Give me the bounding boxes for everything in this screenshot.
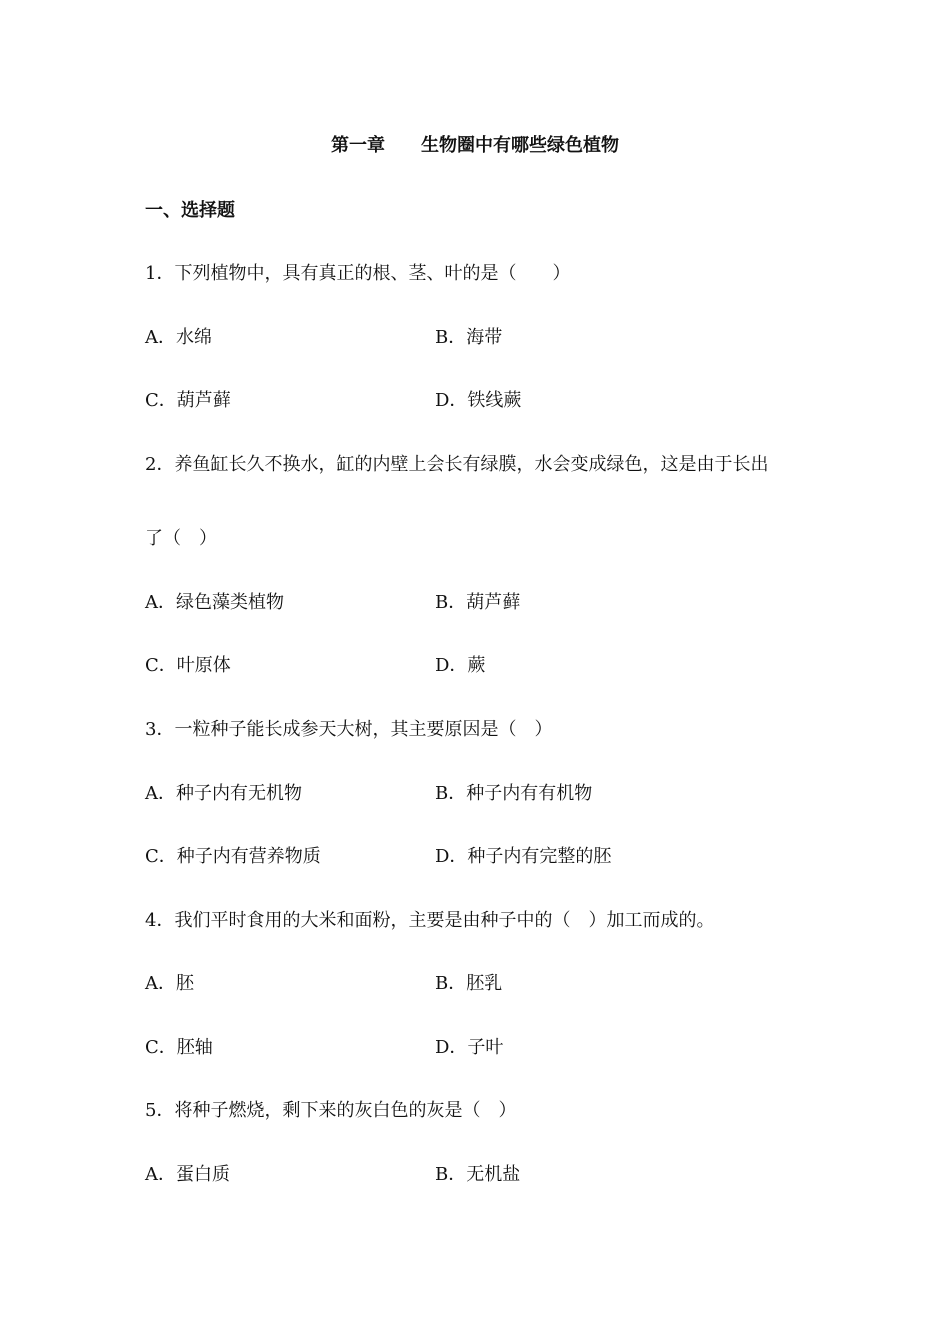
question-text: 将种子燃烧，剩下来的灰白色的灰是（ ）	[174, 1100, 517, 1121]
question-2-stem	[145, 450, 768, 476]
question-3-option-b: B．种子内有有机物	[435, 783, 593, 804]
question-3-stem	[145, 715, 552, 741]
question-2-option-c: C．叶原体	[145, 655, 231, 676]
question-2-option-a: A．绿色藻类植物	[145, 592, 284, 613]
question-5-stem	[145, 1096, 516, 1122]
question-3-option-d: D．种子内有完整的胚	[435, 846, 612, 867]
question-1-option-b: B．海带	[435, 327, 503, 348]
question-3-option-c: C．种子内有营养物质	[145, 846, 321, 867]
question-1-option-a: A．水绵	[145, 327, 212, 348]
question-1-stem	[145, 259, 570, 285]
question-4-option-c: C．胚轴	[145, 1037, 213, 1058]
question-5-option-a: A．蛋白质	[145, 1164, 230, 1185]
question-text: 我们平时食用的大米和面粉，主要是由种子中的（ ）加工而成的。	[174, 910, 715, 931]
question-1-option-c: C．葫芦藓	[145, 390, 231, 411]
question-text: 下列植物中，具有真正的根、茎、叶的是（ ）	[174, 263, 571, 284]
question-number: 1．	[145, 263, 175, 284]
question-2-option-b: B．葫芦藓	[435, 592, 521, 613]
question-2-option-d: D．蕨	[435, 655, 486, 676]
question-4-option-a: A．胚	[145, 973, 194, 994]
question-3-option-a: A．种子内有无机物	[145, 783, 302, 804]
question-4-option-b: B．胚乳	[435, 973, 503, 994]
section-heading: 一、选择题	[145, 200, 235, 221]
question-text: 一粒种子能长成参天大树，其主要原因是（ ）	[174, 719, 553, 740]
question-5-option-b: B．无机盐	[435, 1164, 521, 1185]
question-number: 2．	[145, 454, 175, 475]
question-number: 5．	[145, 1100, 175, 1121]
chapter-title: 第一章 生物圈中有哪些绿色植物	[331, 135, 619, 156]
question-number: 4．	[145, 910, 175, 931]
question-text: 养鱼缸长久不换水，缸的内壁上会长有绿膜，水会变成绿色，这是由于长出	[174, 454, 769, 475]
question-4-option-d: D．子叶	[435, 1037, 504, 1058]
question-1-option-d: D．铁线蕨	[435, 390, 522, 411]
question-number: 3．	[145, 719, 175, 740]
question-4-stem	[145, 906, 714, 932]
question-2-stem-continued: 了（ ）	[145, 528, 217, 549]
